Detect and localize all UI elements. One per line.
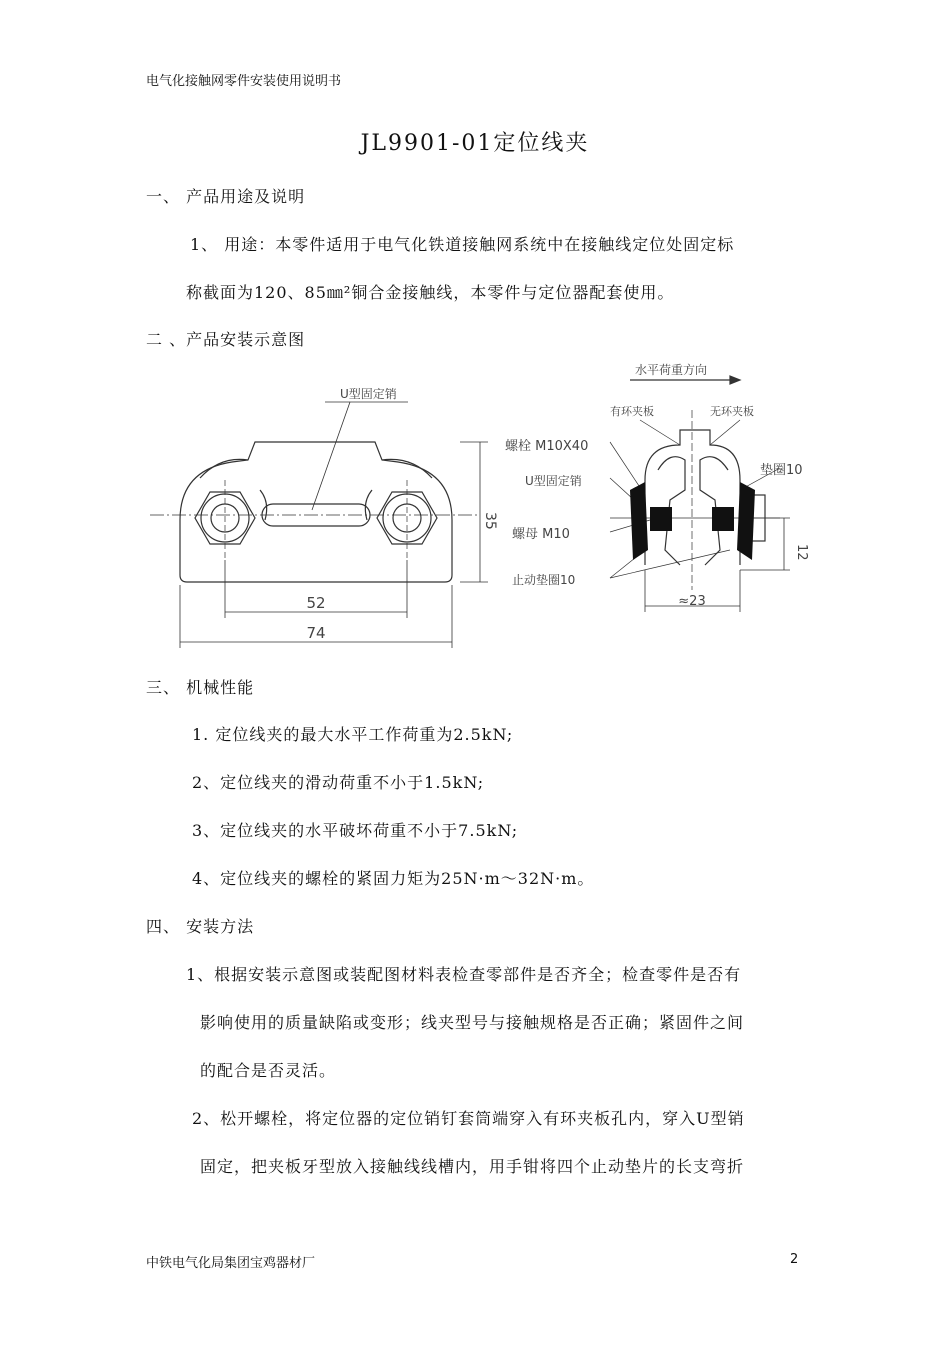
label-u-pin-left: U型固定销 (340, 387, 397, 401)
dim-52-label: 52 (306, 594, 326, 612)
label-ring-plate: 有环夹板 (610, 405, 654, 418)
label-lock-washer: 止动垫圈10 (512, 573, 576, 587)
label-nut: 螺母 M10 (512, 527, 570, 542)
section4-heading: 四、 安装方法 (146, 917, 255, 936)
install-p2-line2: 固定，把夹板牙型放入接触线线槽内，用手钳将四个止动垫片的长支弯折 (200, 1157, 745, 1176)
install-p1-line1: 1、根据安装示意图或装配图材料表检查零部件是否齐全；检查零件是否有 (186, 965, 742, 984)
label-bolt: 螺栓 M10X40 (505, 439, 589, 454)
dim-23-label: ≈23 (678, 594, 706, 609)
perf-item-3: 3、定位线夹的水平破坏荷重不小于7.5kN; (192, 821, 519, 840)
label-u-pin-right: U型固定销 (525, 474, 582, 488)
perf-item-2: 2、定位线夹的滑动荷重不小于1.5kN; (192, 773, 485, 792)
installation-diagram (140, 350, 820, 660)
nut-block-right (712, 507, 734, 531)
section1-heading: 一、 产品用途及说明 (146, 187, 306, 206)
footer-company: 中铁电气化局集团宝鸡器材厂 (146, 1256, 316, 1271)
dim-74-label: 74 (306, 624, 326, 642)
page-number: 2 (790, 1252, 799, 1267)
document-title: JL9901-01定位线夹 (360, 131, 590, 156)
label-plain-plate: 无环夹板 (710, 405, 754, 418)
section1-line1: 1、 用途：本零件适用于电气化铁道接触网系统中在接触线定位处固定标 (190, 235, 735, 254)
install-p1-line2: 影响使用的质量缺陷或变形；线夹型号与接触规格是否正确；紧固件之间 (200, 1013, 745, 1032)
section1-line2: 称截面为120、85㎜²铜合金接触线，本零件与定位器配套使用。 (186, 283, 675, 302)
dim-35-label: 35 (482, 512, 498, 530)
perf-item-4: 4、定位线夹的螺栓的紧固力矩为25N·m～32N·m。 (192, 869, 595, 888)
dim-12-label: 12 (794, 544, 809, 561)
section3-heading: 三、 机械性能 (146, 678, 255, 697)
lock-washer-right (737, 482, 755, 560)
running-header: 电气化接触网零件安装使用说明书 (146, 74, 342, 89)
install-p1-line3: 的配合是否灵活。 (200, 1061, 337, 1080)
perf-item-1: 1. 定位线夹的最大水平工作荷重为2.5kN; (192, 725, 514, 744)
install-p2-line1: 2、松开螺栓，将定位器的定位销钉套筒端穿入有环夹板孔内，穿入U型销 (192, 1109, 745, 1128)
label-direction: 水平荷重方向 (635, 363, 708, 377)
lock-washer-left (630, 482, 648, 560)
nut-block-left (650, 507, 672, 531)
label-washer: 垫圈10 (760, 463, 803, 478)
section2-heading: 二 、产品安装示意图 (146, 330, 306, 349)
